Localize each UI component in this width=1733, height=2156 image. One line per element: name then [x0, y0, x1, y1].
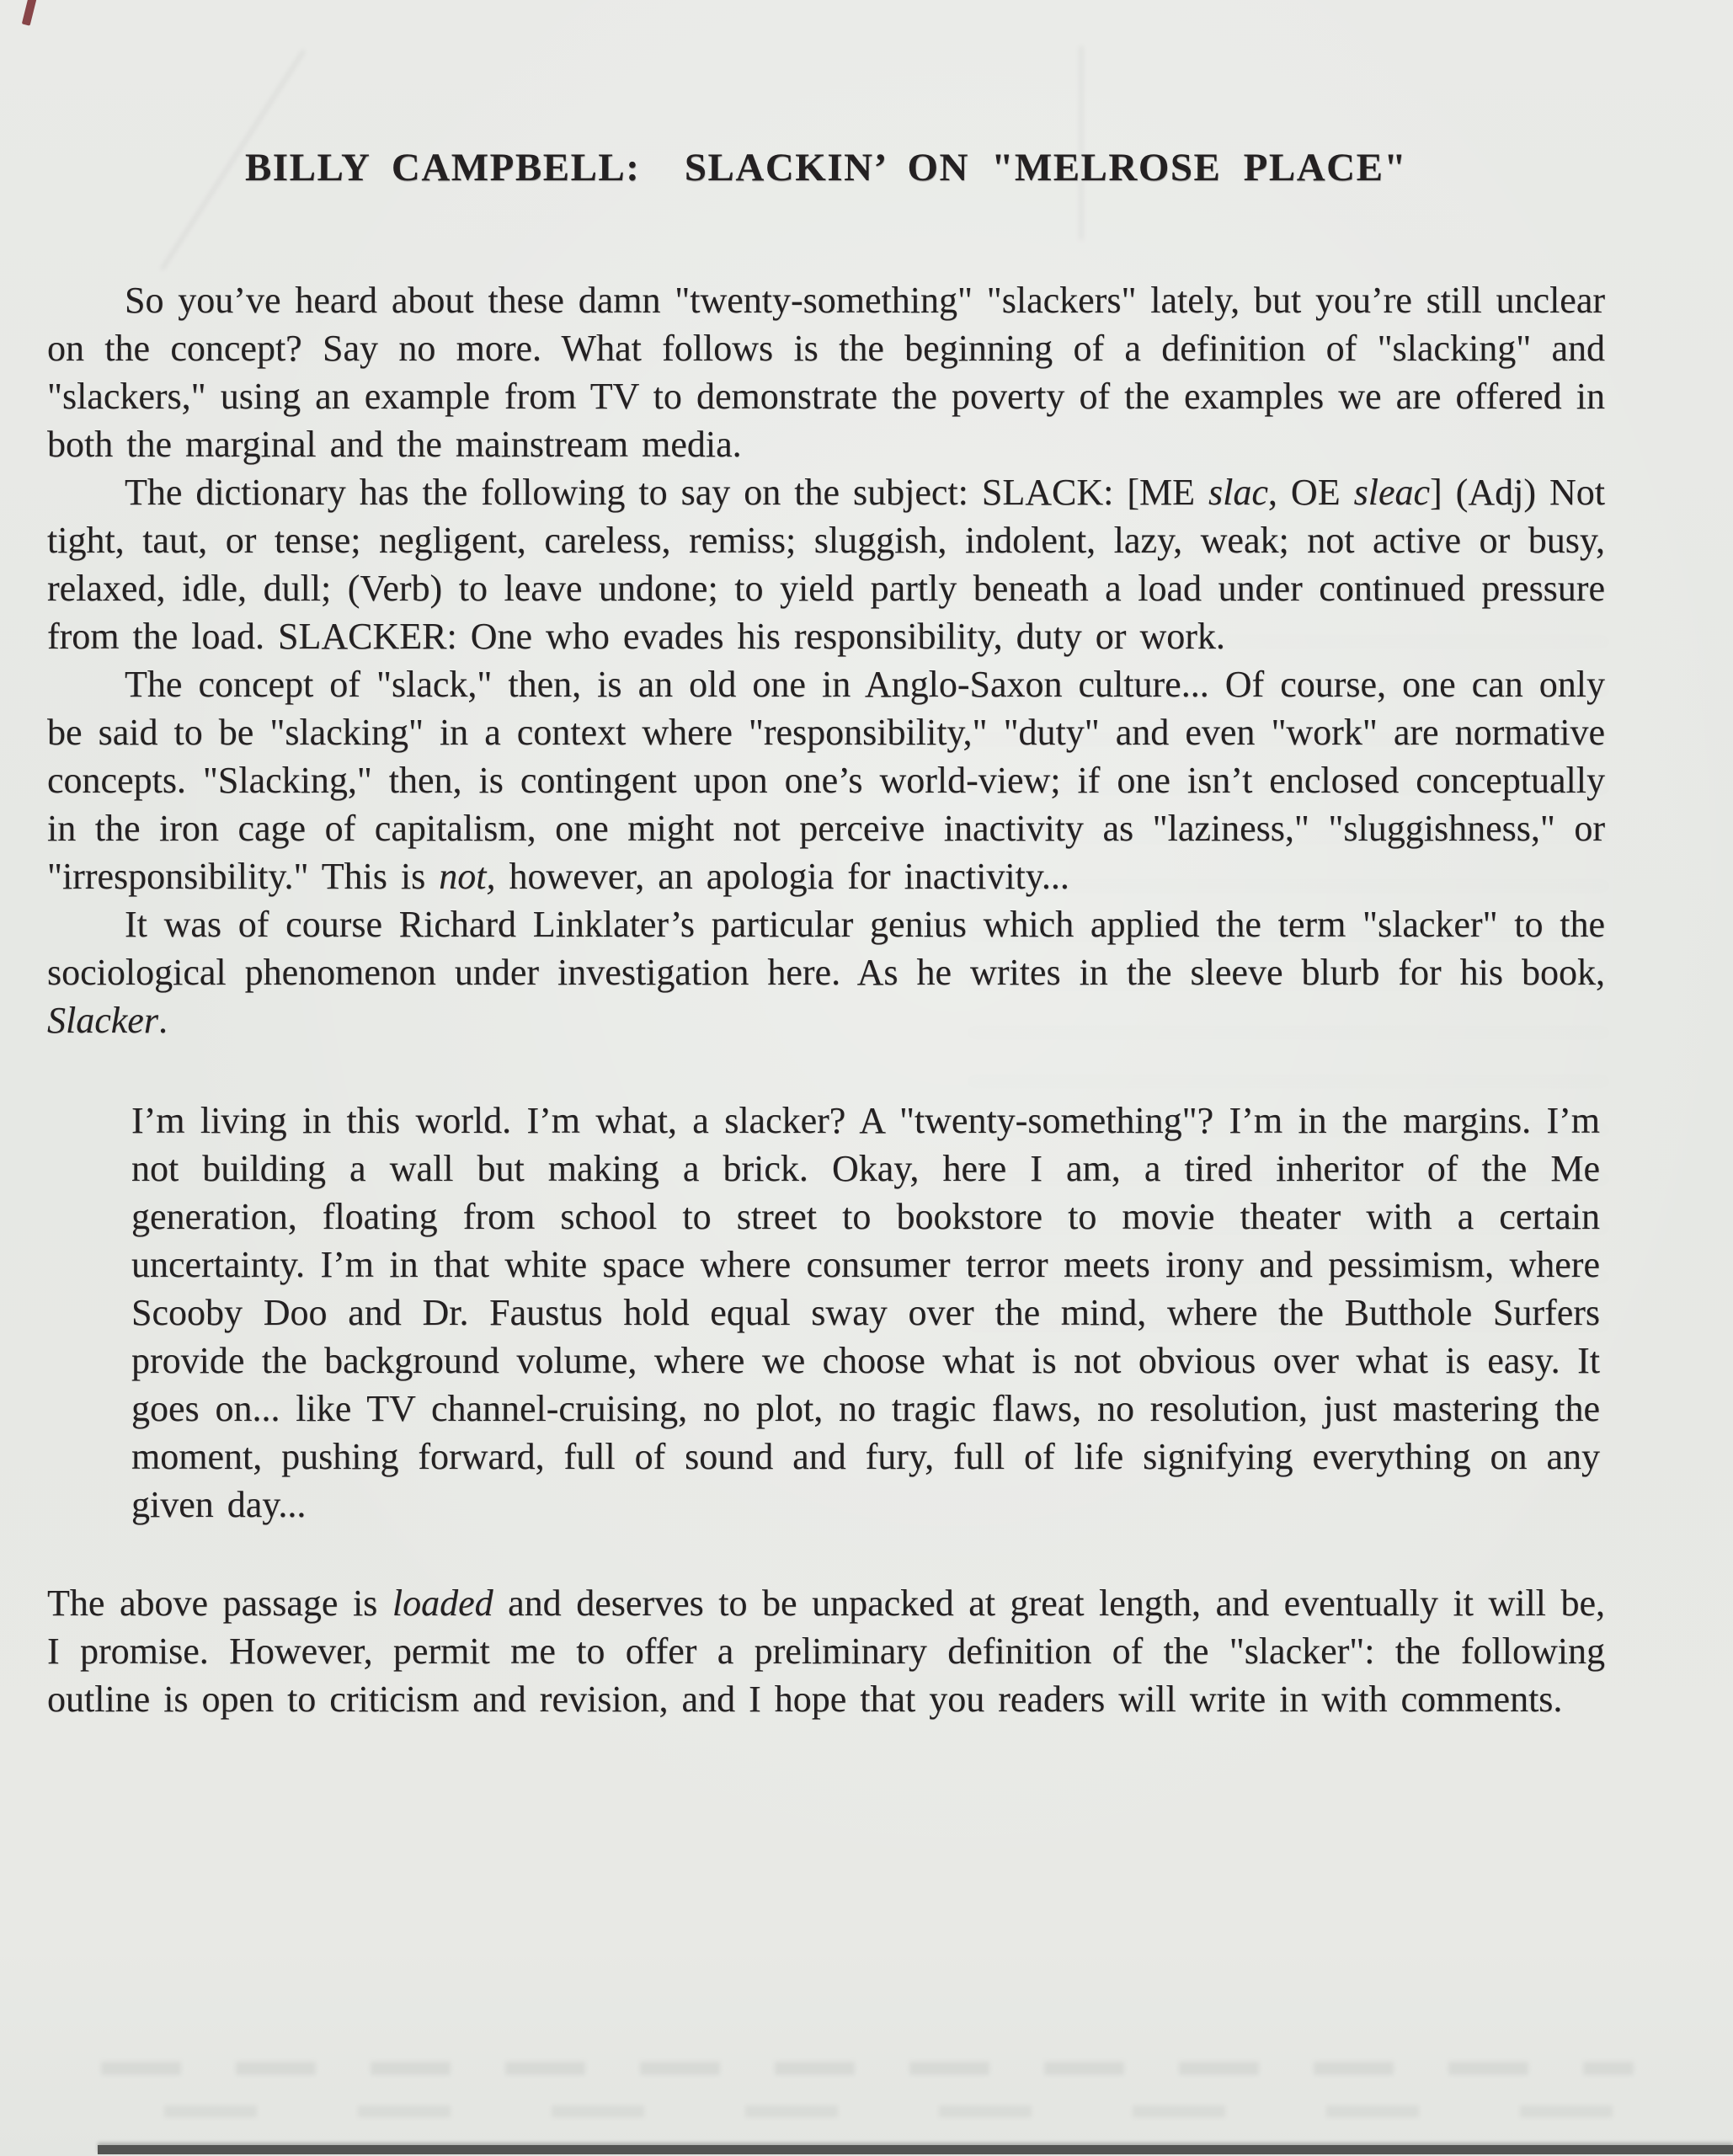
text-run: I’m living in this world. I’m what, a slacker? A "twenty-something"? I’m in the margins. I’m not building a wall but making a brick. Okay, here I am, a tired inheritor of the Me generation, floating from school to street to bookstore to movie theater with a certain uncertainty. I’m in that white space where consumer terror meets irony and pessimism, where Scooby Doo and Dr. Faustus hold equal sway over the mind, where the Butthole Surfers provide the background volume, where we choose what is not obvious over what is easy. It goes on... like TV channel-cruising, no plot, no tragic flaws, no resolution, just mastering the moment, pushing forward, full of sound and fury, full of life signifying everything on any given day...	[131, 1100, 1600, 1525]
page-content	[47, 0, 1605, 1723]
italic-text-run: loaded	[392, 1582, 493, 1624]
body-paragraph	[47, 660, 1605, 900]
text-run: and deserves to be unpacked at great length, and eventually it will be, I promise. However, permit me to offer a preliminary definition of the "slacker": the following outline is open to criticism and revision, and I hope that you readers will write in with comments.	[47, 1582, 1605, 1720]
article-title: BILLY CAMPBELL: SLACKIN’ ON "MELROSE PLACE"	[244, 146, 1408, 189]
text-run: So you’ve heard about these damn "twenty-something" "slackers" lately, but you’re still unclear on the concept? Say no more. What follows is the beginning of a definition of "slacking" and "slackers," using an example from TV to demonstrate the poverty of the examples we are offered in both the marginal and the mainstream media.	[47, 280, 1605, 465]
text-run: The above passage is	[47, 1582, 392, 1624]
text-run: ] (Adj) Not tight, taut, or tense; negligent, careless, remiss; sluggish, indolent, lazy, weak; not active or busy, relaxed, idle, dull; (Verb) to leave undone; to yield partly beneath a load under continued pressure from the load. SLACKER: One who evades his responsibility, duty or work.	[47, 472, 1605, 657]
italic-text-run: sleac	[1353, 472, 1430, 513]
body-paragraph	[47, 276, 1605, 468]
ghost-showthrough-band	[101, 2062, 1634, 2075]
text-run: The concept of "slack," then, is an old one in Anglo-Saxon culture... Of course, one can only be said to be "slacking" in a context where "responsibility," "duty" and even "work" are normative concepts. "Slacking," then, is contingent upon one’s world-view; if one isn’t enclosed conceptually in the iron cage of capitalism, one might not perceive inactivity as "laziness," "sluggishness," or "irresponsibility." This is	[47, 664, 1605, 897]
body-paragraph	[47, 468, 1605, 660]
italic-text-run: not,	[439, 856, 496, 897]
text-run: , OE	[1267, 472, 1354, 513]
text-run: .	[157, 1000, 168, 1041]
body-paragraph	[47, 900, 1605, 1044]
text-run: The dictionary has the following to say on the subject: SLACK: [ME	[125, 472, 1209, 513]
text-run: It was of course Richard Linklater’s particular genius which applied the term "slacker" to the sociological phenomenon under investigation here. As he writes in the sleeve blurb for his book,	[47, 904, 1605, 993]
article-body	[47, 276, 1605, 1723]
text-run: however, an apologia for inactivity...	[495, 856, 1069, 897]
red-ink-mark	[22, 0, 37, 26]
body-paragraph	[47, 1579, 1605, 1723]
italic-text-run: slac	[1208, 472, 1268, 513]
scan-edge-bar	[98, 2145, 1733, 2154]
blockquote-paragraph	[131, 1097, 1600, 1529]
ghost-showthrough-band	[131, 2105, 1613, 2117]
italic-text-run: Slacker	[47, 1000, 158, 1041]
